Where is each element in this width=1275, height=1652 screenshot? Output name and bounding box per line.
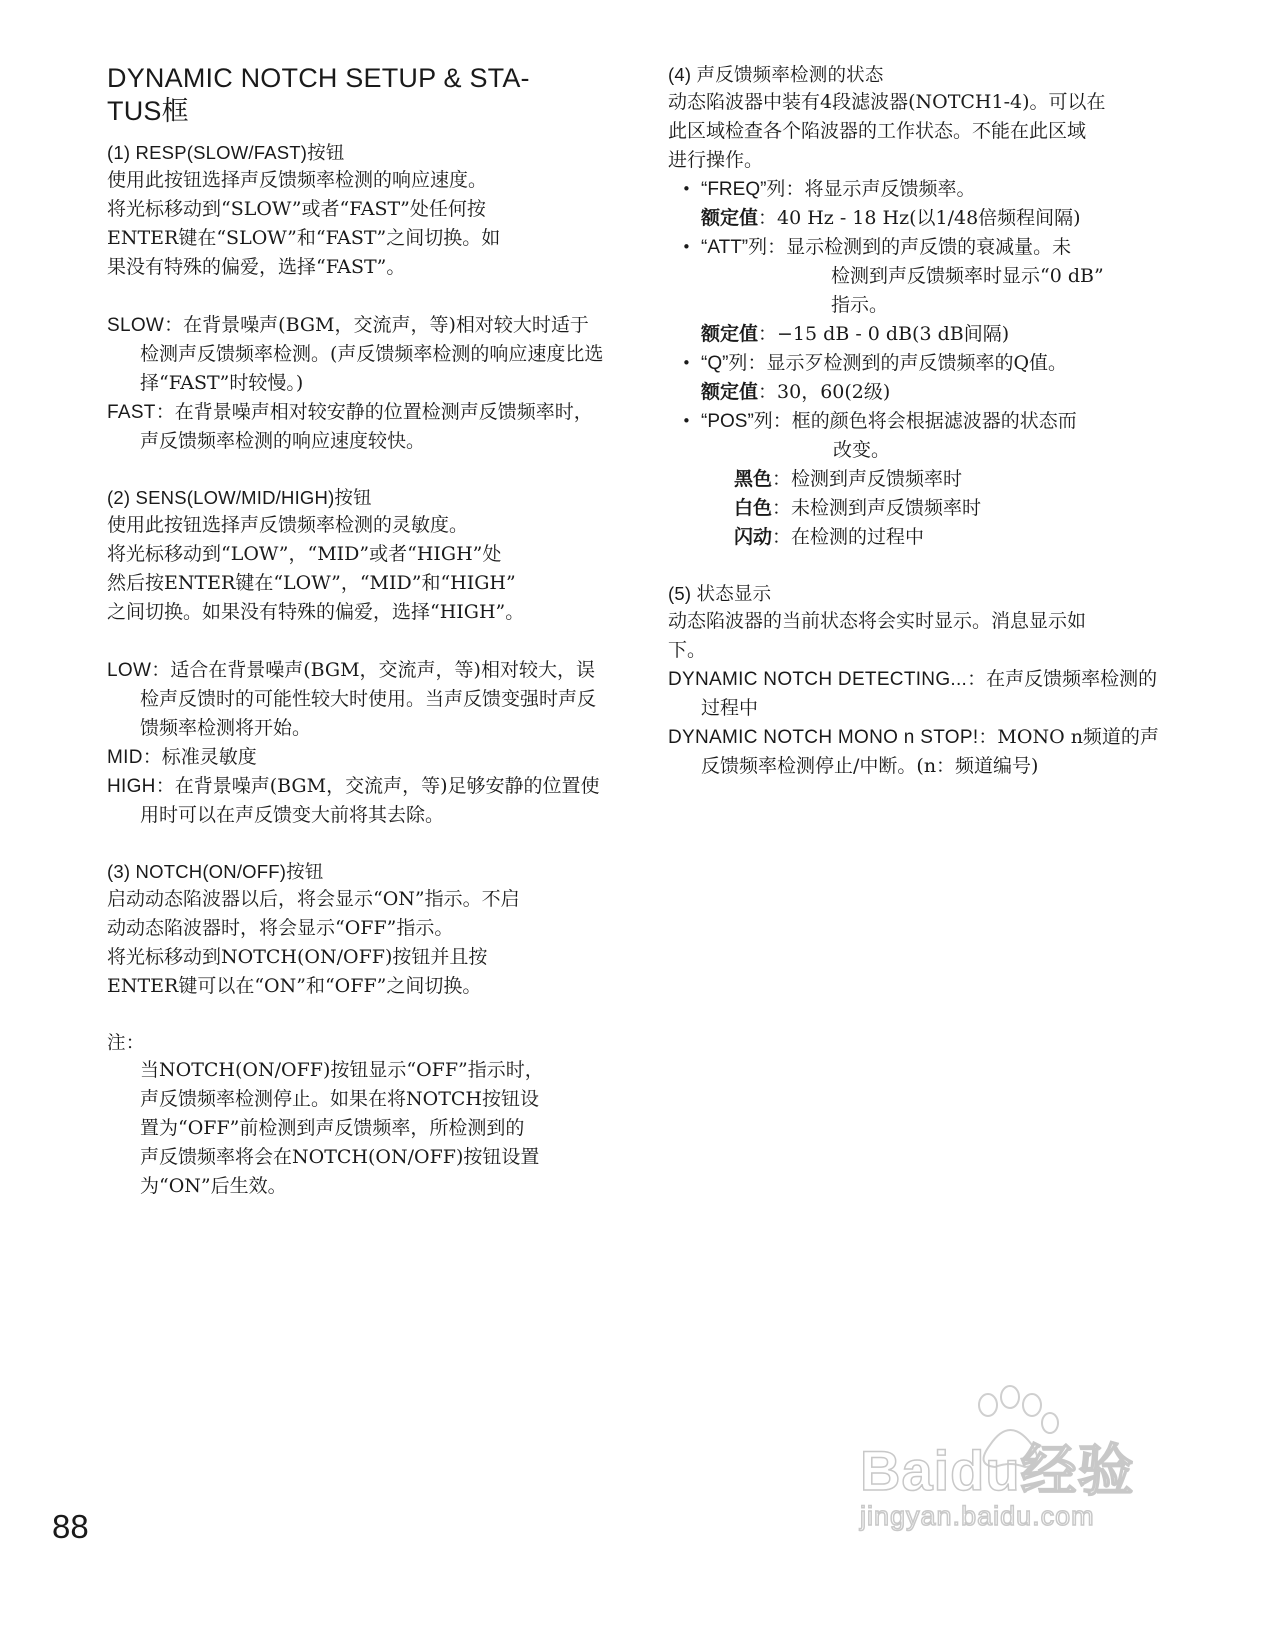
watermark-main-text: Baidu经验 xyxy=(860,1439,1135,1502)
q-rated-value: ：30，60(2级) xyxy=(758,381,891,403)
slow-desc: ：在背景噪声(BGM，交流声，等)相对较大时适于检测声反馈频率检测。(声反馈频率检测的响应速度比选择“FAST”时较慢。) xyxy=(140,314,604,394)
sens-heading: (2) SENS(LOW/MID/HIGH)按钮 xyxy=(107,487,372,508)
slow-definition xyxy=(107,311,607,398)
low-term: LOW xyxy=(107,660,152,681)
status-display-line-1: 动态陷波器的当前状态将会实时显示。消息显示如 xyxy=(668,610,1087,632)
message-detecting xyxy=(668,665,1173,723)
bullet-icon: • xyxy=(682,180,691,198)
left-column xyxy=(107,62,607,1201)
low-desc: ：适合在背景噪声(BGM，交流声，等)相对较大，误检声反馈时的可能性较大时使用。当声反馈变强时声反馈频率检测将开始。 xyxy=(140,659,597,739)
note-line-1: 当NOTCH(ON/OFF)按钮显示“OFF”指示时， xyxy=(140,1059,544,1081)
column-list xyxy=(668,175,1173,204)
mid-definition xyxy=(107,743,607,772)
att-rated xyxy=(668,320,1173,349)
status-display-heading: (5) 状态显示 xyxy=(668,583,772,604)
state-white-value: ：未检测到声反馈频率时 xyxy=(772,497,982,519)
freq-label: “FREQ”列 xyxy=(701,179,786,200)
high-definition xyxy=(107,772,607,830)
status-display-line-2: 下。 xyxy=(668,639,707,661)
freq-desc: ：将显示声反馈频率。 xyxy=(785,178,976,200)
state-black-value: ：检测到声反馈频率时 xyxy=(772,468,963,490)
pos-label: “POS”列 xyxy=(701,411,773,432)
q-list xyxy=(668,349,1173,378)
notch-line-3: 将光标移动到NOTCH(ON/OFF)按钮并且按 xyxy=(107,946,488,968)
sens-line-2: 将光标移动到“LOW”，“MID”或者“HIGH”处 xyxy=(107,543,502,565)
sens-line-4: 之间切换。如果没有特殊的偏爱，选择“HIGH”。 xyxy=(107,601,525,623)
pos-desc-2: 改变。 xyxy=(833,439,891,461)
message-stop xyxy=(668,723,1173,781)
status-detect-heading: (4) 声反馈频率检测的状态 xyxy=(668,64,884,85)
freq-rated xyxy=(668,204,1173,233)
note-line-4: 声反馈频率将会在NOTCH(ON/OFF)按钮设置 xyxy=(140,1146,540,1168)
bullet-icon: • xyxy=(682,238,691,256)
pos-item xyxy=(668,407,1173,465)
notch-line-1: 启动动态陷波器以后，将会显示“ON”指示。不启 xyxy=(107,888,520,910)
high-desc: ：在背景噪声(BGM，交流声，等)足够安静的位置使用时可以在声反馈变大前将其去除。 xyxy=(140,775,600,826)
state-blink-key: 闪动 xyxy=(734,527,773,548)
q-item xyxy=(668,349,1173,378)
state-black xyxy=(668,465,1173,494)
resp-line-1: 使用此按钮选择声反馈频率检测的响应速度。 xyxy=(107,169,488,191)
resp-heading: (1) RESP(SLOW/FAST)按钮 xyxy=(107,142,345,163)
resp-line-4: 果没有特殊的偏爱，选择“FAST”。 xyxy=(107,256,406,278)
att-list xyxy=(668,233,1173,320)
att-desc-2: 检测到声反馈频率时显示“0 dB” xyxy=(831,265,1104,287)
state-white xyxy=(668,494,1173,523)
state-blink-value: ：在检测的过程中 xyxy=(772,526,925,548)
freq-rated-key: 额定值 xyxy=(701,208,759,229)
bullet-icon: • xyxy=(682,412,691,430)
message-detecting-desc: ：在声反馈频率检测的过程中 xyxy=(701,668,1158,719)
page-number: 88 xyxy=(52,1508,89,1545)
mid-term: MID xyxy=(107,747,143,768)
resp-line-2: 将光标移动到“SLOW”或者“FAST”处任何按 xyxy=(107,198,486,220)
mid-desc: ：标准灵敏度 xyxy=(142,746,257,768)
fast-definition xyxy=(107,398,607,456)
pos-desc-1: ：框的颜色将会根据滤波器的状态而 xyxy=(772,410,1077,432)
att-label: “ATT”列 xyxy=(701,237,768,258)
att-desc-3: 指示。 xyxy=(831,294,889,316)
message-stop-term: DYNAMIC NOTCH MONO n STOP! xyxy=(668,727,979,748)
q-rated-key: 额定值 xyxy=(701,382,759,403)
message-stop-desc: ：MONO n频道的声反馈频率检测停止/中断。(n：频道编号) xyxy=(701,726,1159,777)
watermark-url-text: jingyan.baidu.com xyxy=(860,1501,1095,1531)
att-item xyxy=(668,233,1173,320)
status-detect-line-2: 此区域检查各个陷波器的工作状态。不能在此区域 xyxy=(668,120,1087,142)
status-detect-line-3: 进行操作。 xyxy=(668,149,764,171)
state-white-key: 白色 xyxy=(734,498,773,519)
status-detect-line-1: 动态陷波器中装有4段滤波器(NOTCH1-4)。可以在 xyxy=(668,91,1106,113)
sens-line-3: 然后按ENTER键在“LOW”，“MID”和“HIGH” xyxy=(107,572,516,594)
low-definition xyxy=(107,656,607,743)
notch-heading: (3) NOTCH(ON/OFF)按钮 xyxy=(107,861,324,882)
note-line-3: 置为“OFF”前检测到声反馈频率，所检测到的 xyxy=(140,1117,525,1139)
notch-line-2: 动动态陷波器时，将会显示“OFF”指示。 xyxy=(107,917,454,939)
att-desc-1: ：显示检测到的声反馈的衰减量。未 xyxy=(767,236,1072,258)
att-rated-value: ：−15 dB - 0 dB(3 dB间隔) xyxy=(758,323,1010,345)
state-blink xyxy=(668,523,1173,552)
state-black-key: 黑色 xyxy=(734,469,773,490)
bullet-icon: • xyxy=(682,354,691,372)
q-desc: ：显示歹检测到的声反馈频率的Q值。 xyxy=(747,352,1068,374)
freq-rated-value: ：40 Hz - 18 Hz(以1/48倍频程间隔) xyxy=(758,207,1081,229)
pos-list xyxy=(668,407,1173,465)
att-rated-key: 额定值 xyxy=(701,324,759,345)
message-detecting-term: DYNAMIC NOTCH DETECTING... xyxy=(668,669,968,690)
resp-line-3: ENTER键在“SLOW”和“FAST”之间切换。如 xyxy=(107,227,501,249)
sens-line-1: 使用此按钮选择声反馈频率检测的灵敏度。 xyxy=(107,514,469,536)
q-label: “Q”列 xyxy=(701,353,748,374)
fast-desc: ：在背景噪声相对较安静的位置检测声反馈频率时，声反馈频率检测的响应速度较快。 xyxy=(140,401,593,452)
fast-term: FAST xyxy=(107,402,156,423)
high-term: HIGH xyxy=(107,776,156,797)
note-line-5: 为“ON”后生效。 xyxy=(140,1175,287,1197)
slow-term: SLOW xyxy=(107,315,165,336)
notch-line-4: ENTER键可以在“ON”和“OFF”之间切换。 xyxy=(107,975,482,997)
note-heading: 注： xyxy=(107,1032,145,1053)
q-rated xyxy=(668,378,1173,407)
section-title: DYNAMIC NOTCH SETUP & STA- TUS框 xyxy=(107,63,530,126)
right-column xyxy=(668,62,1173,781)
freq-item xyxy=(668,175,1173,204)
baidu-watermark xyxy=(860,1385,1160,1535)
note-line-2: 声反馈频率检测停止。如果在将NOTCH按钮设 xyxy=(140,1088,539,1110)
